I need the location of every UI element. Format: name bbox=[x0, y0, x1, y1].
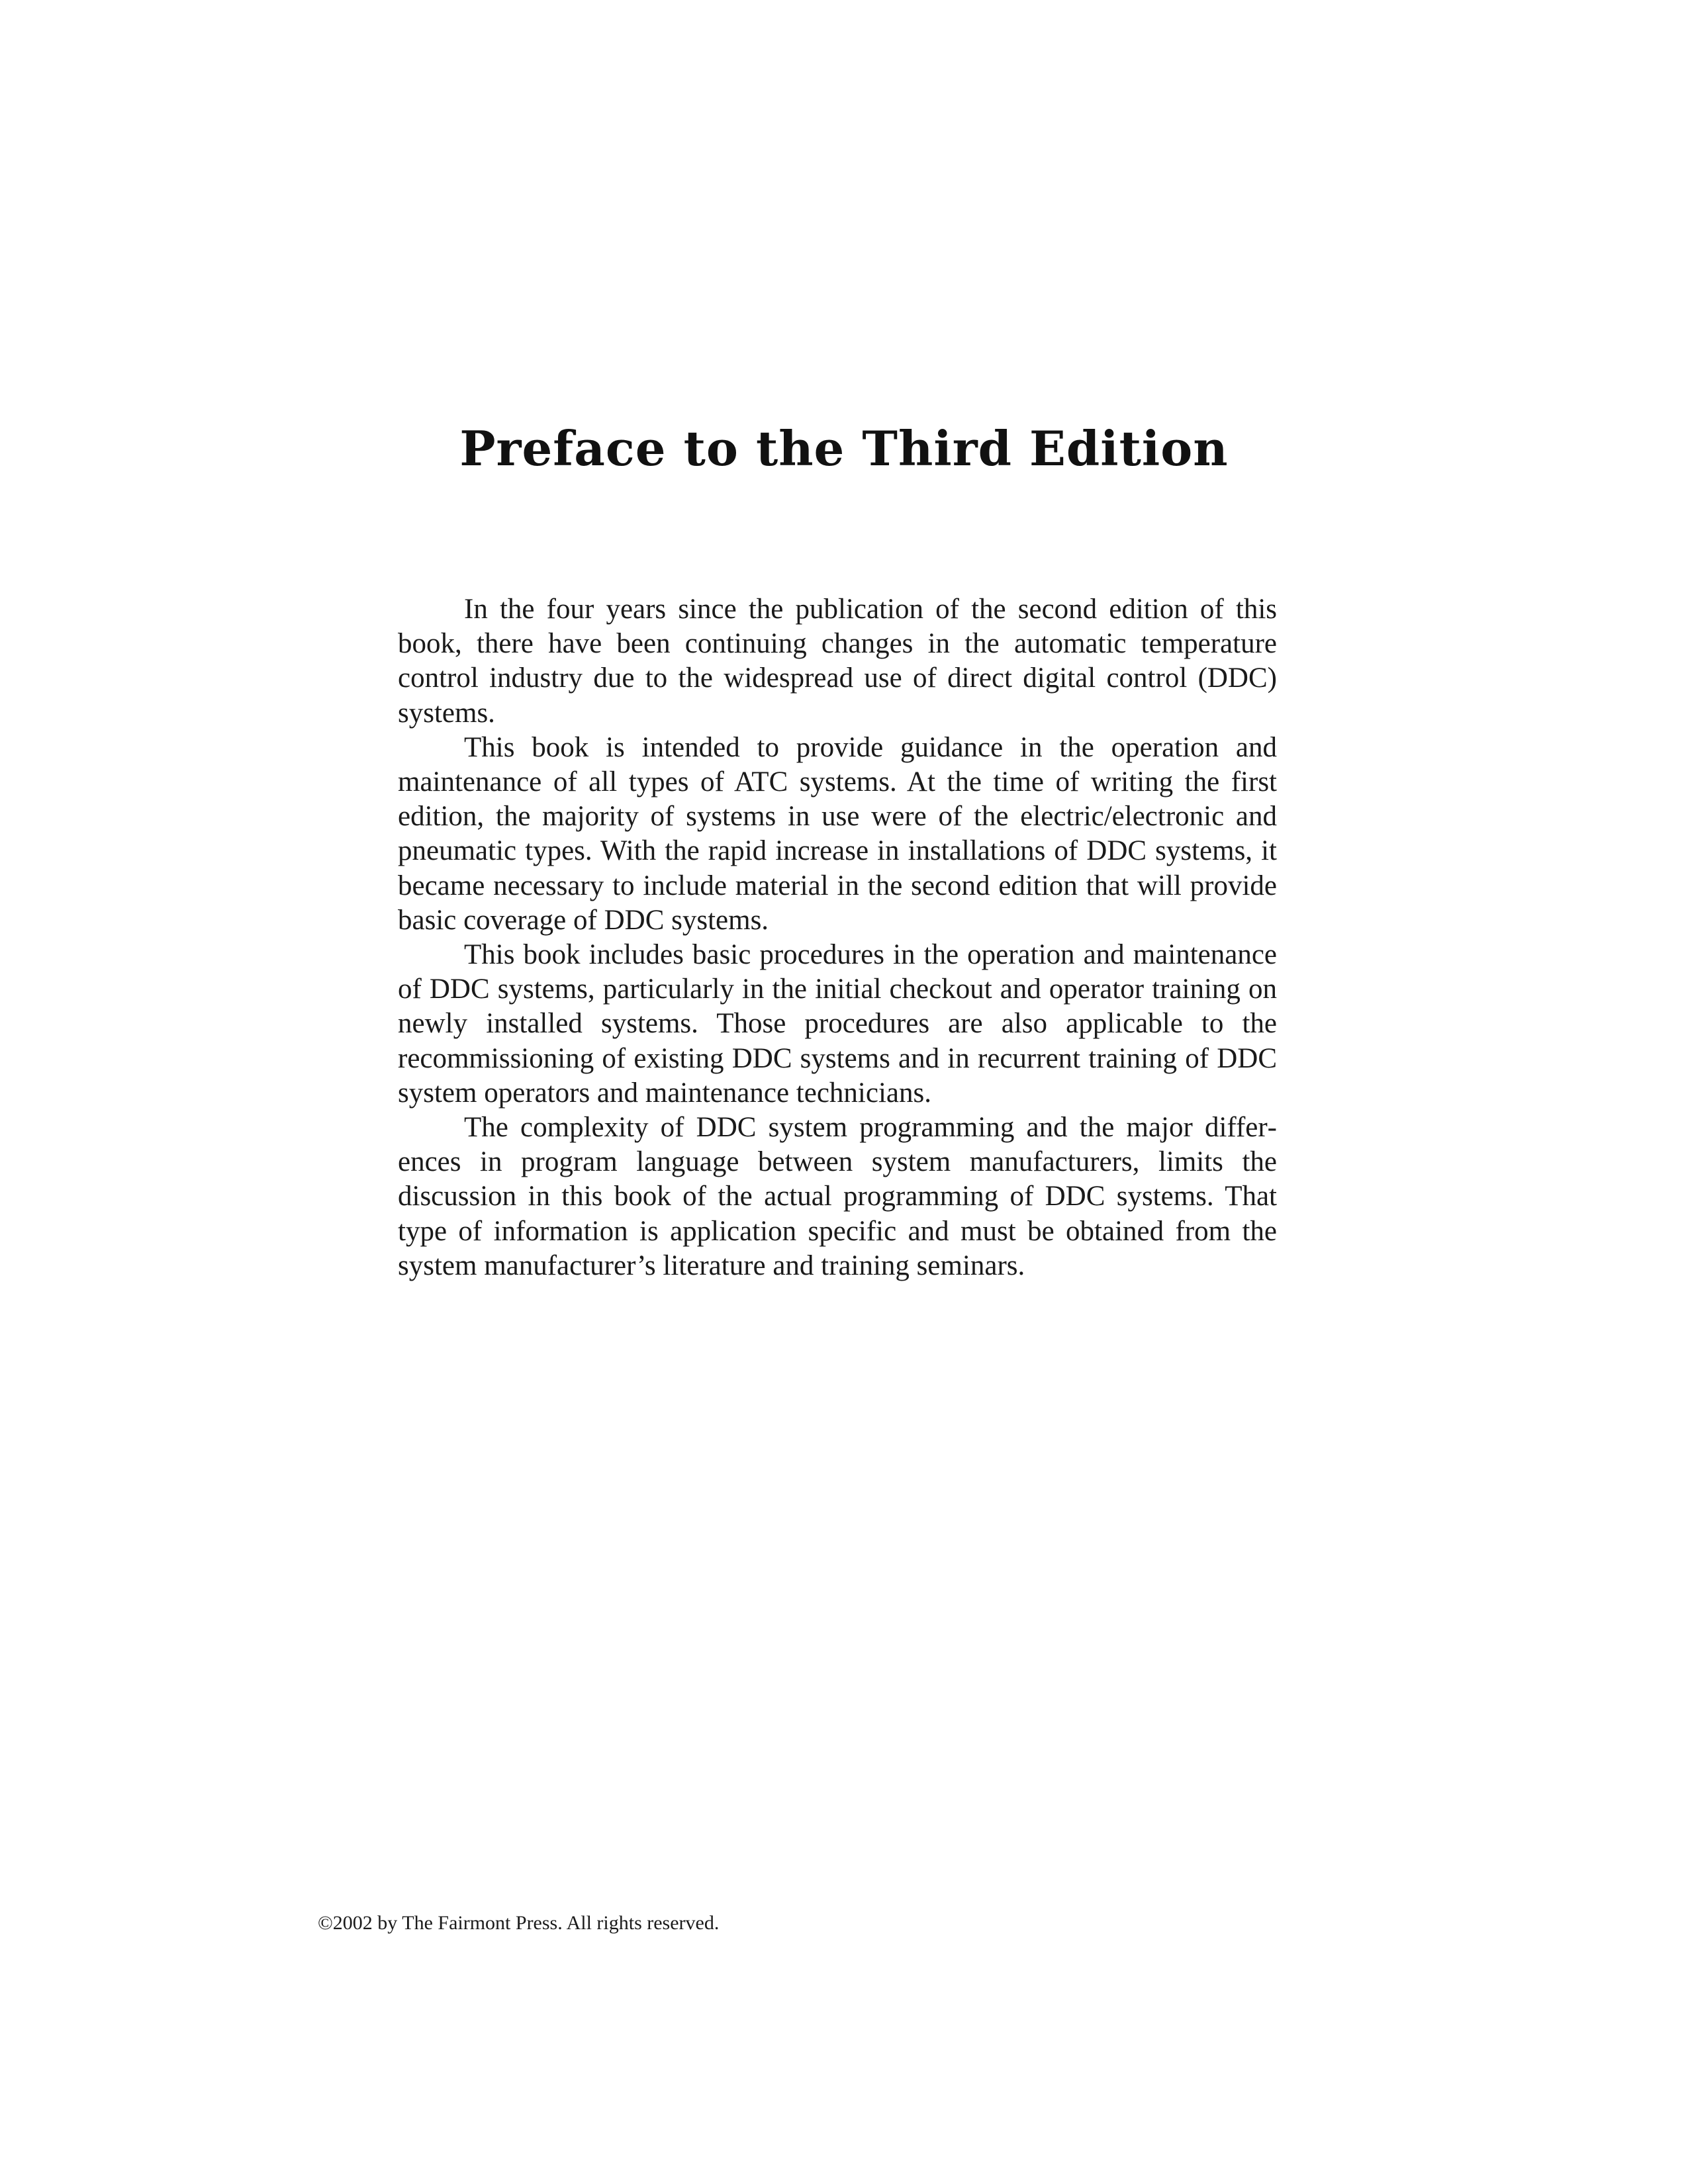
paragraph: This book includes basic procedures in the operation and maintenance of DDC systems, particularly in the initial checkout and operator training on newly installed systems. Those procedures are also applicable to the recommissioning of existing DDC systems and in recurrent training of DDC system operators and maintenance technicians. bbox=[398, 939, 1277, 1109]
preface-body bbox=[398, 592, 1277, 1283]
paragraph: In the four years since the publication of the second edition of this book, there have been continuing changes in the automatic temperature control industry due to the widespread use of direct digital control (DDC) systems. bbox=[398, 594, 1277, 729]
paragraph: The complexity of DDC system programming and the major differences in program language between system manufacturers, limits the discussion in this book of the actual programming of DDC systems. That type of information is application specific and must be obtained from the system manufacturer’s literature and training seminars. bbox=[398, 1112, 1277, 1281]
paragraph: This book is intended to provide guidance in the operation and maintenance of all types of ATC systems. At the time of writing the first edition, the majority of systems in use were of the electric/electronic and pneumatic types. With the rapid increase in installations of DDC systems, it became necessary to include material in the second edition that will provide basic coverage of DDC systems. bbox=[398, 731, 1277, 936]
copyright-notice: ©2002 by The Fairmont Press. All rights reserved. bbox=[318, 1912, 720, 1934]
page-title: Preface to the Third Edition bbox=[459, 420, 1229, 477]
